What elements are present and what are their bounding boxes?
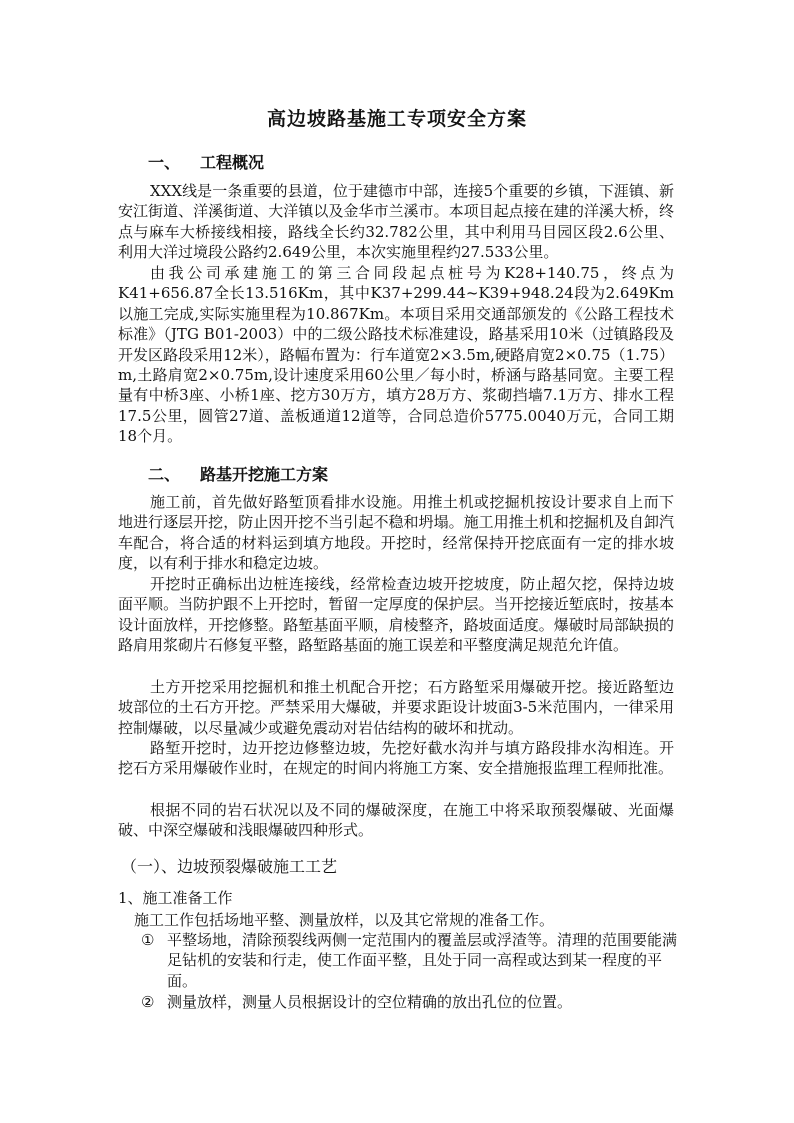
section-number: 二、 bbox=[148, 465, 181, 484]
paragraph: XXX线是一条重要的县道，位于建德市中部，连接5个重要的乡镇，下涯镇、新安江街道、洋溪街道、大洋镇以及金华市兰溪市。本项目起点接在建的洋溪大桥，终点与麻车大桥接线相接，路线全长约32.782公里，其中利用马目园区段2.6公里、利用大洋过境段公路约2.649公里，本次实施里程约27.533公里。 bbox=[118, 182, 674, 262]
item-intro: 施工工作包括场地平整、测量放样，以及其它常规的准备工作。 bbox=[134, 911, 555, 929]
subsection-heading: （一）、边坡预裂爆破施工工艺 bbox=[121, 857, 338, 876]
paragraph: 由我公司承建施工的第三合同段起点桩号为K28+140.75，终点为K41+656.87全长13.516Km，其中K37+299.44~K39+948.24段为2.649Km以施工完成,实际实施里程为10.867Km。本项目采用交通部颁发的《公路工程技术标准》（JTG B01-2003）中的二级公路技术标准建设，路基采用10米（过镇路段及开发区路段采用12米），路幅布置为：行车道宽2×3.5m,硬路肩宽2×0.75（1.75）m,土路肩宽2×0.75m,设计速度采用60公里／每小时，桥涵与路基同宽。主要工程量有中桥3座、小桥1座、挖方30万方，填方28万方、浆砌挡墙7.1万方、排水工程17.5公里，圆管27道、盖板通道12道等，合同总造价5775.0040万元，合同工期18个月。 bbox=[118, 264, 674, 446]
section-title: 路基开挖施工方案 bbox=[200, 465, 329, 484]
paragraph: 根据不同的岩石状况以及不同的爆破深度，在施工中将采取预裂爆破、光面爆破、中深空爆破和浅眼爆破四种形式。 bbox=[118, 801, 674, 840]
paragraph: 土方开挖采用挖掘机和推土机配合开挖；石方路堑采用爆破开挖。接近路堑边坡部位的土石方开挖。严禁采用大爆破，并要求距设计坡面3-5米范围内，一律采用控制爆破，以尽量减少或避免震动对岩估结构的破坏和扰动。 bbox=[118, 678, 674, 737]
list-item bbox=[141, 992, 681, 1012]
section-number: 一、 bbox=[148, 153, 181, 172]
list-marker: ① bbox=[141, 931, 155, 949]
section-title: 工程概况 bbox=[200, 153, 265, 172]
document-title: 高边坡路基施工专项安全方案 bbox=[266, 108, 527, 130]
list-text: 平整场地，清除预裂线两侧一定范围内的覆盖层或浮渣等。清理的范围要能满足钻机的安装和行走，使工作面平整，且处于同一高程或达到某一程度的平面。 bbox=[167, 931, 678, 990]
list-text: 测量放样，测量人员根据设计的空位精确的放出孔位的位置。 bbox=[167, 993, 573, 1011]
paragraph: 开挖时正确标出边桩连接线，经常检查边坡开挖坡度，防止超欠挖，保持边坡面平顺。当防护跟不上开挖时，暂留一定厚度的保护层。当开挖接近堑底时，按基本设计面放样，开挖修整。路堑基面平顺，肩棱整齐，路坡面适度。爆破时局部缺损的路肩用浆砌片石修复平整，路堑路基面的施工误差和平整度满足规范允许值。 bbox=[118, 575, 674, 655]
list-marker: ② bbox=[141, 993, 155, 1011]
section-heading-excavation bbox=[148, 462, 328, 485]
section-heading-overview bbox=[148, 150, 264, 173]
paragraph: 路堑开挖时，边开挖边修整边坡，先挖好截水沟并与填方路段排水沟相连。开挖石方采用爆破作业时，在规定的时间内将施工方案、安全措施报监理工程师批准。 bbox=[118, 739, 674, 778]
paragraph: 施工前，首先做好路堑顶看排水设施。用推土机或挖掘机按设计要求自上而下地进行逐层开挖，防止因开挖不当引起不稳和坍塌。施工用推土机和挖掘机及自卸汽车配合，将合适的材料运到填方地段。开挖时，经常保持开挖底面有一定的排水坡度，以有利于排水和稳定边坡。 bbox=[118, 493, 674, 573]
item-heading: 1、施工准备工作 bbox=[118, 889, 233, 907]
list-item bbox=[141, 930, 681, 991]
